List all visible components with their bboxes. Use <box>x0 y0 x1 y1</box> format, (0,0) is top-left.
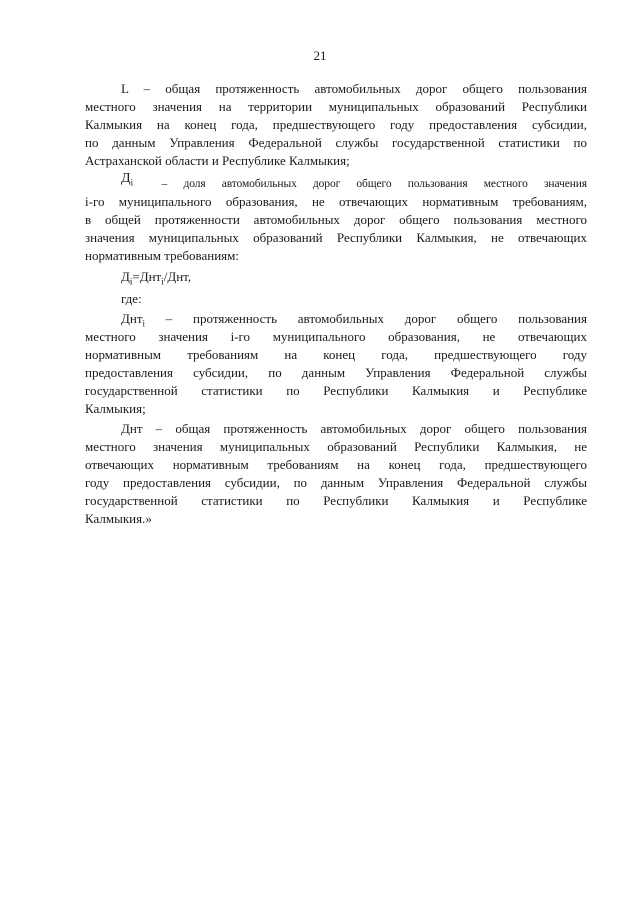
di-symbol-letter: Д <box>121 171 131 186</box>
paragraph-dnt-definition <box>85 420 587 528</box>
where-label: где: <box>121 291 142 306</box>
text-line: нормативным требованиям на конец года, предшествующего году <box>85 347 587 362</box>
text-line: отвечающих нормативным требованиям на конец года, предшествующего <box>85 457 587 472</box>
text-line: государственной статистики по Республики Калмыкия и Республике <box>85 493 587 508</box>
formula-lhs-subscript: i <box>129 276 133 287</box>
formula-lhs: Д <box>121 269 130 284</box>
page-number: 21 <box>313 48 327 63</box>
text-line: местного значения муниципальных образований Республики Калмыкия, не <box>85 439 587 454</box>
text-line: Калмыкия на конец года, предшествующего году предоставления субсидии, <box>85 117 587 132</box>
paragraph-dnti-definition <box>85 310 587 418</box>
text-line: предоставления субсидии, по данным Управления Федеральной службы <box>85 365 587 380</box>
document-body <box>85 80 587 528</box>
text-line: местного значения на территории муниципальных образований Республики <box>85 99 587 114</box>
paragraph-l-definition <box>85 80 587 170</box>
text-line: Калмыкия; <box>85 401 146 416</box>
text-line <box>85 310 587 328</box>
text-line: в общей протяженности автомобильных дорог общего пользования местного <box>85 212 587 227</box>
text-line: Днт – общая протяженность автомобильных дорог общего пользования <box>121 421 587 436</box>
dnti-first-line-text: – протяженность автомобильных дорог общего пользования <box>165 311 587 326</box>
text-line: местного значения i-го муниципального образования, не отвечающих <box>85 329 587 344</box>
text-line: году предоставления субсидии, по данным Управления Федеральной службы <box>85 475 587 490</box>
text-line: государственной статистики по Республики Калмыкия и Республике <box>85 383 587 398</box>
text-line: Калмыкия.» <box>85 511 152 526</box>
dnti-symbol-subscript: i <box>142 318 146 329</box>
formula-di <box>85 268 587 286</box>
text-line: i-го муниципального образования, не отвечающих нормативным требованиям, <box>85 194 587 209</box>
di-symbol-subscript: i <box>130 177 134 188</box>
text-line: L – общая протяженность автомобильных дорог общего пользования <box>121 81 587 96</box>
formula-rhs-tail: /Днт, <box>163 269 192 284</box>
di-first-line-text: – доля автомобильных дорог общего пользования местного значения <box>161 178 587 190</box>
di-symbol <box>121 169 145 188</box>
formula-rhs-subscript: i <box>161 276 164 287</box>
paragraph-di-definition <box>85 171 587 265</box>
formula-equals-dnt: =Днт <box>132 269 162 284</box>
text-line: значения муниципальных образований Республики Калмыкия, не отвечающих <box>85 230 587 245</box>
text-line <box>85 171 587 193</box>
text-line: нормативным требованиям: <box>85 248 239 263</box>
text-line: Астраханской области и Республике Калмыкия; <box>85 153 350 168</box>
dnti-symbol: Днт <box>121 311 143 326</box>
text-line: по данным Управления Федеральной службы государственной статистики по <box>85 135 587 150</box>
